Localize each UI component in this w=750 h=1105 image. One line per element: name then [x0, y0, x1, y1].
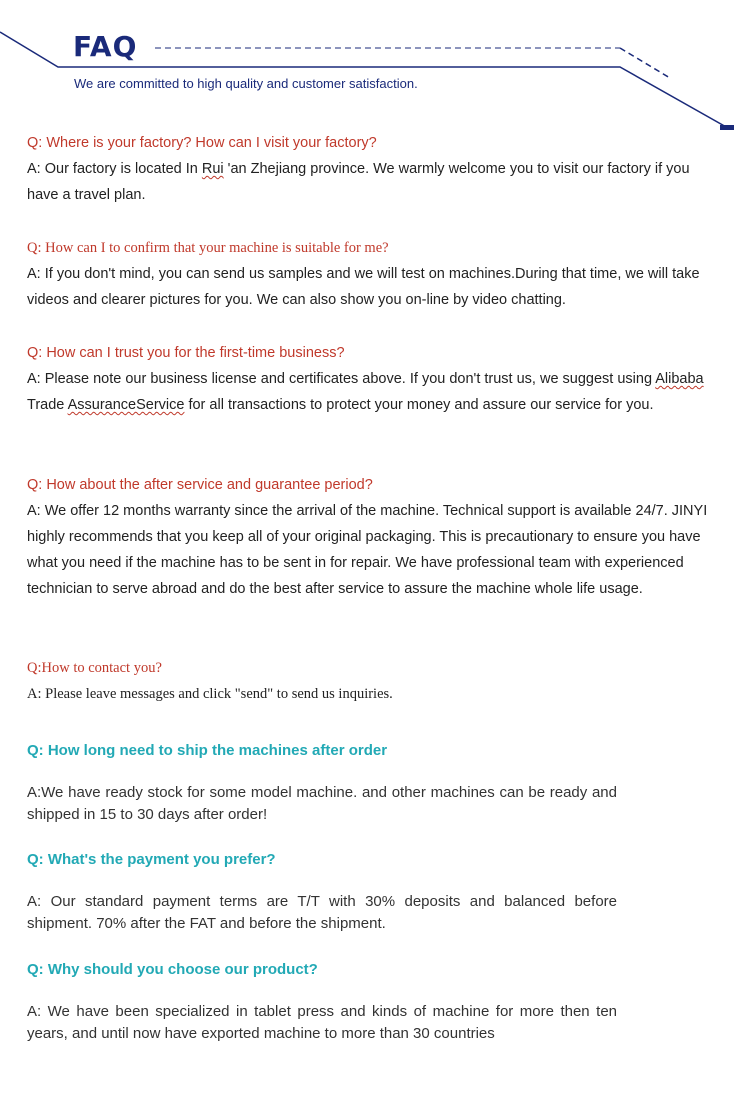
- faq-answer: A: Please note our business license and certificates above. If you don't trust us, we suggest using Alibaba Trade AssuranceService for all transactions to protect your money and assure our service for you.: [27, 371, 704, 413]
- faq-question: Q: How can I trust you for the first-time business?: [27, 345, 345, 361]
- faq-item-factory: [27, 130, 722, 208]
- faq-answer: A: We have been specialized in tablet press and kinds of machine for more then ten years, and until now have exported machine to more than 30 countries: [27, 1003, 617, 1042]
- faq-item-suitability: [27, 235, 722, 313]
- faq-question: Q: What's the payment you prefer?: [27, 851, 276, 868]
- faq-item-trust: [27, 340, 722, 418]
- page-title: FAQ: [73, 30, 138, 63]
- faq-answer: A: Please leave messages and click "send" to send us inquiries.: [27, 686, 393, 702]
- header-decoration: [0, 0, 750, 140]
- faq-question: Q: How can I to confirm that your machine is suitable for me?: [27, 240, 389, 256]
- faq-question: Q: Why should you choose our product?: [27, 961, 318, 978]
- faq-item-shipping: [27, 738, 722, 826]
- faq-question: Q: Where is your factory? How can I visit your factory?: [27, 135, 377, 151]
- faq-question: Q: How long need to ship the machines after order: [27, 742, 388, 759]
- page-subtitle: We are committed to high quality and customer satisfaction.: [74, 76, 418, 91]
- faq-answer: A: Our factory is located In Rui 'an Zhejiang province. We warmly welcome you to visit our factory if you have a travel plan.: [27, 161, 690, 203]
- faq-item-payment: [27, 847, 722, 935]
- faq-answer: A: Our standard payment terms are T/T with 30% deposits and balanced before shipment. 70% after the FAT and before the shipment.: [27, 893, 617, 932]
- faq-item-after-service: [27, 472, 722, 602]
- faq-question: Q: How about the after service and guarantee period?: [27, 477, 373, 493]
- faq-answer: A: If you don't mind, you can send us samples and we will test on machines.During that time, we will take videos and clearer pictures for you. We can also show you on-line by video chatting.: [27, 266, 700, 308]
- faq-answer: A: We offer 12 months warranty since the arrival of the machine. Technical support is available 24/7. JINYI highly recommends that you keep all of your original packaging. This is precautionary to ensure you have what you need if the machine has to be sent in for repair. We have professional team with experienced technician to serve abroad and do the best after service to assure the machine whole life usage.: [27, 503, 708, 597]
- faq-item-contact: [27, 655, 722, 707]
- faq-question: Q:How to contact you?: [27, 660, 162, 676]
- faq-answer: A:We have ready stock for some model machine. and other machines can be ready and shipped in 15 to 30 days after order!: [27, 784, 617, 823]
- faq-item-why-us: [27, 957, 722, 1045]
